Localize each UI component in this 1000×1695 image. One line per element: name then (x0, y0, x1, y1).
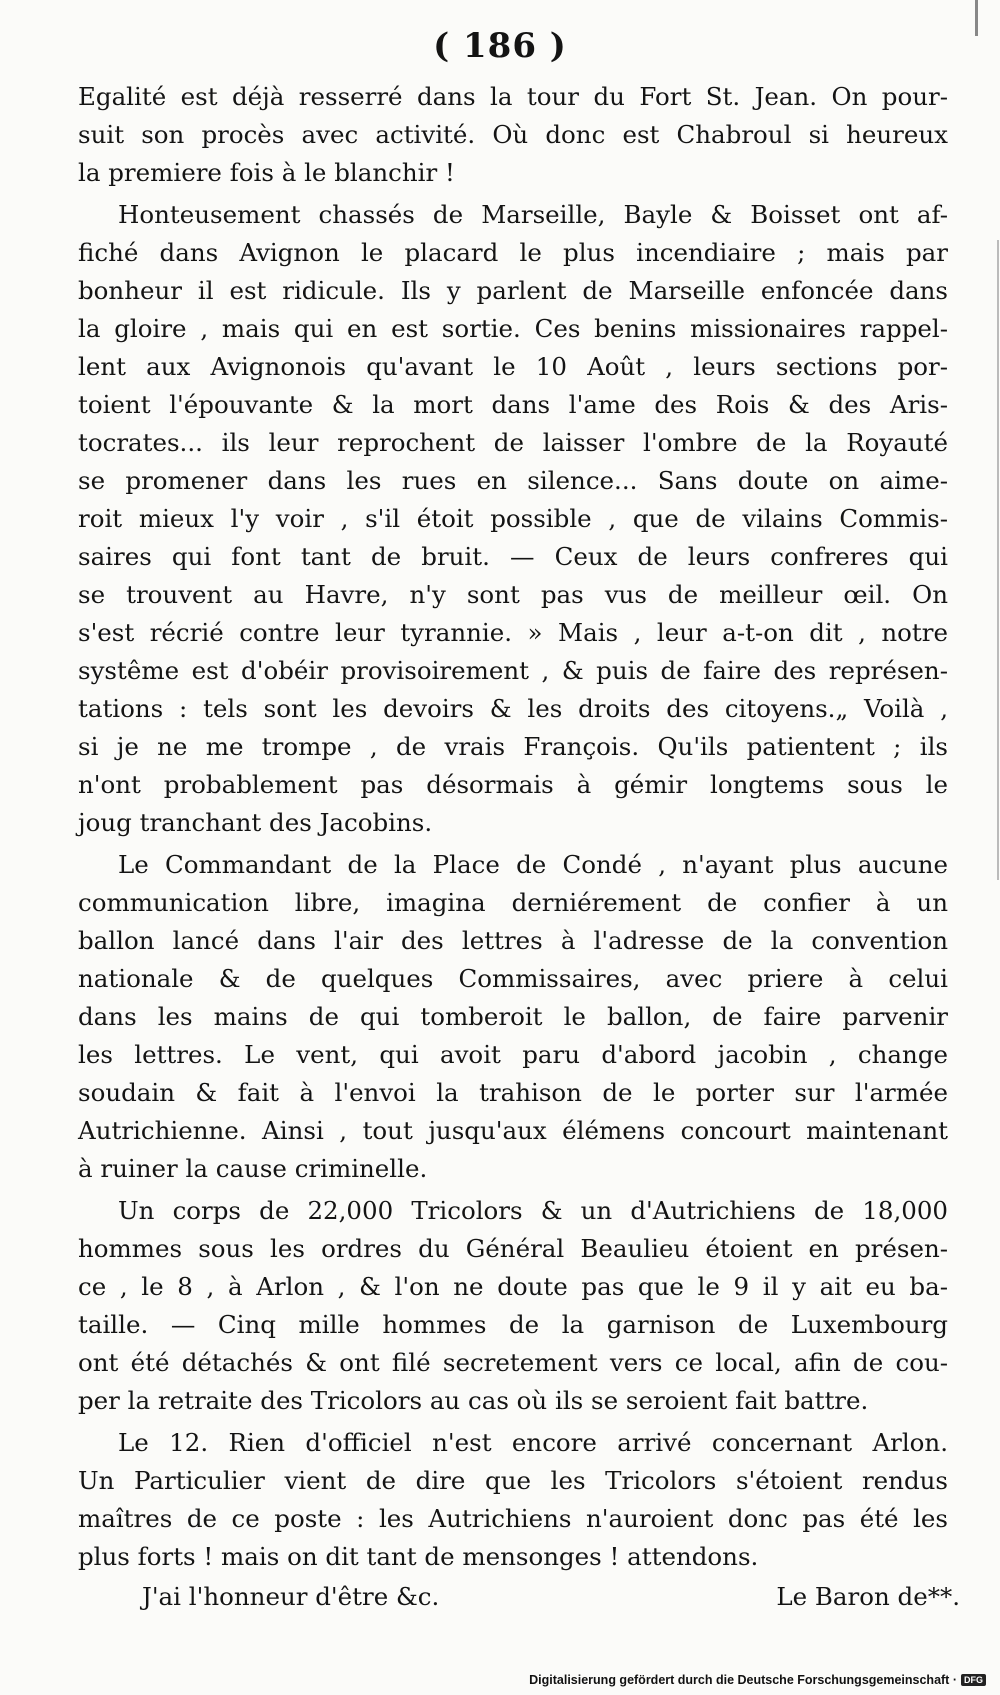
text-line: per la retraite des Tricolors au cas où ils se seroient fait battre. (78, 1386, 869, 1415)
text-line: Le 12. Rien d'officiel n'est encore arrivé concernant Arlon. (118, 1428, 948, 1457)
text-line: plus forts ! mais on dit tant de mensonges ! attendons. (78, 1542, 759, 1571)
text-line: la gloire , mais qui en est sortie. Ces benins missionaires rappel- (78, 314, 948, 343)
text-line: dans les mains de qui tomberoit le ballon, de faire parvenir (78, 1002, 948, 1031)
text-line: communication libre, imagina derniérement de confier à un (78, 888, 948, 917)
paragraph (78, 196, 948, 842)
footer-text: Digitalisierung gefördert durch die Deutsche Forschungsgemeinschaft · (529, 1673, 957, 1687)
text-line: hommes sous les ordres du Général Beaulieu étoient en présen- (78, 1234, 948, 1263)
text-line: Egalité est déjà resserré dans la tour du Fort St. Jean. On pour- (78, 82, 948, 111)
text-line: Honteusement chassés de Marseille, Bayle & Boisset ont af- (118, 200, 948, 229)
text-line: maîtres de ce poste : les Autrichiens n'auroient donc pas été les (78, 1504, 948, 1533)
text-line: se trouvent au Havre, n'y sont pas vus de meilleur œil. On (78, 580, 948, 609)
page-number: ( 186 ) (433, 26, 567, 66)
text-line: ont été détachés & ont filé secretement vers ce local, afin de cou- (78, 1348, 948, 1377)
text-line: bonheur il est ridicule. Ils y parlent de Marseille enfoncée dans (78, 276, 948, 305)
signoff (142, 1578, 960, 1616)
text-line: si je ne me trompe , de vrais François. Qu'ils patientent ; ils (78, 732, 948, 761)
text-line: s'est récrié contre leur tyrannie. » Mais , leur a-t-on dit , notre (78, 618, 948, 647)
text-line: suit son procès avec activité. Où donc est Chabroul si heureux (78, 120, 948, 149)
text-line: Un corps de 22,000 Tricolors & un d'Autrichiens de 18,000 (118, 1196, 948, 1225)
text-line: se promener dans les rues en silence... Sans doute on aime- (78, 466, 948, 495)
paragraph (78, 1192, 948, 1420)
text-line: à ruiner la cause criminelle. (78, 1154, 428, 1183)
text-line: ce , le 8 , à Arlon , & l'on ne doute pas que le 9 il y ait eu ba- (78, 1272, 948, 1301)
text-line: Le Commandant de la Place de Condé , n'ayant plus aucune (118, 850, 948, 879)
text-line: ballon lancé dans l'air des lettres à l'adresse de la convention (78, 926, 948, 955)
signoff-greeting: J'ai l'honneur d'être &c. (142, 1582, 440, 1611)
paragraph (78, 78, 948, 192)
text-line: les lettres. Le vent, qui avoit paru d'abord jacobin , change (78, 1040, 948, 1069)
text-line: taille. — Cinq mille hommes de la garnison de Luxembourg (78, 1310, 948, 1339)
text-line: toient l'épouvante & la mort dans l'ame des Rois & des Aris- (78, 390, 948, 419)
text-line: Un Particulier vient de dire que les Tricolors s'étoient rendus (78, 1466, 948, 1495)
text-line: saires qui font tant de bruit. — Ceux de leurs confreres qui (78, 542, 948, 571)
text-line: lent aux Avignonois qu'avant le 10 Août , leurs sections por- (78, 352, 948, 381)
text-line: la premiere fois à le blanchir ! (78, 158, 455, 187)
body-text (78, 78, 948, 1576)
text-line: nationale & de quelques Commissaires, avec priere à celui (78, 964, 948, 993)
text-line: Autrichienne. Ainsi , tout jusqu'aux élémens concourt maintenant (78, 1116, 948, 1145)
text-line: roit mieux l'y voir , s'il étoit possible , que de vilains Commis- (78, 504, 948, 533)
signoff-signature: Le Baron de**. (776, 1582, 960, 1611)
paragraph (78, 1424, 948, 1576)
text-line: n'ont probablement pas désormais à gémir longtems sous le (78, 770, 948, 799)
text-line: tations : tels sont les devoirs & les droits des citoyens.„ Voilà , (78, 694, 948, 723)
text-line: soudain & fait à l'envoi la trahison de le porter sur l'armée (78, 1078, 948, 1107)
dfg-logo-icon: DFG (961, 1674, 986, 1686)
margin-mark (997, 240, 999, 880)
text-line: joug tranchant des Jacobins. (78, 808, 433, 837)
text-line: systême est d'obéir provisoirement , & puis de faire des représen- (78, 656, 948, 685)
digitization-footer (529, 1673, 986, 1687)
text-line: fiché dans Avignon le placard le plus incendiaire ; mais par (78, 238, 948, 267)
text-line: tocrates... ils leur reprochent de laisser l'ombre de la Royauté (78, 428, 948, 457)
paragraph (78, 846, 948, 1188)
